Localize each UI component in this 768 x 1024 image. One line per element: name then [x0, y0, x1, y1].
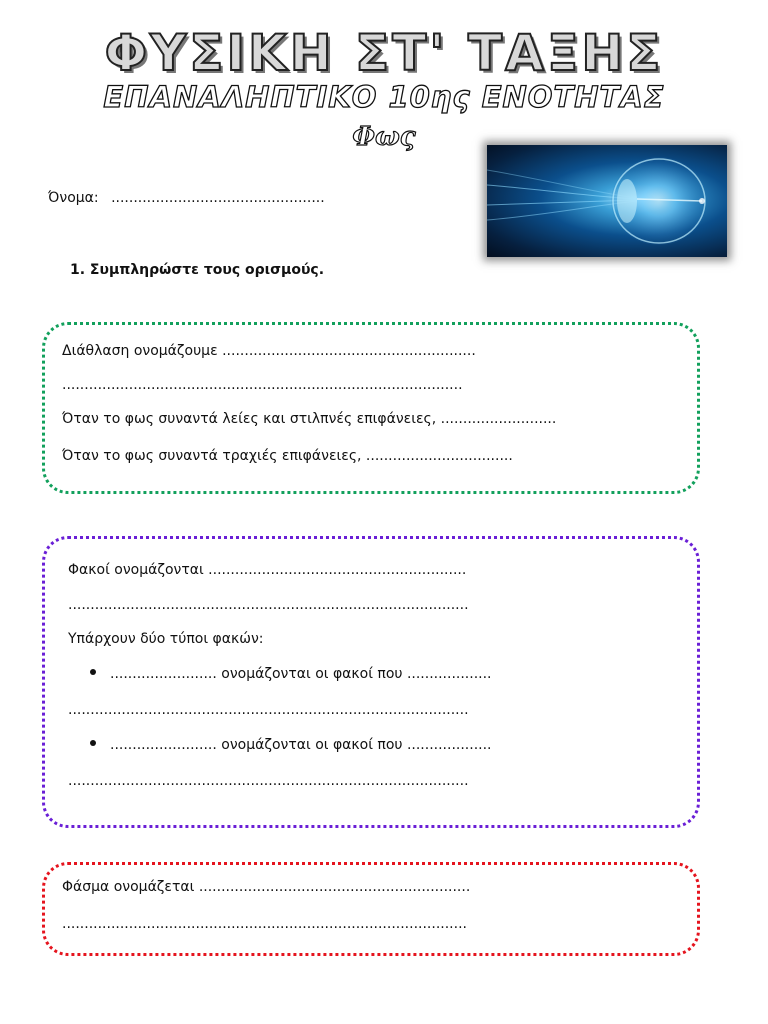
lens-type-2-text: ........................ ονομάζονται οι φακοί που ................... [110, 737, 492, 753]
lenses-blank-line[interactable]: .......................................................................................... [68, 597, 469, 613]
bullet-icon [90, 740, 96, 746]
name-field[interactable] [48, 190, 325, 206]
question-1-heading: 1. Συμπληρώστε τους ορισμούς. [70, 262, 325, 278]
lens-type-1-blank-line[interactable]: .......................................................................................... [68, 702, 469, 718]
refraction-definition-line[interactable]: Διάθλαση ονομάζουμε ......................................................... [62, 343, 476, 359]
name-blank: ................................................ [111, 190, 325, 206]
smooth-surface-line[interactable]: Όταν το φως συναντά λείες και στιλπνές επιφάνειες, .......................... [62, 411, 557, 427]
lens-type-2-blank-line[interactable]: .......................................................................................... [68, 773, 469, 789]
spectrum-definition-line[interactable]: Φάσμα ονομάζεται ............................................................. [62, 879, 471, 895]
page-topic: Φως [352, 122, 416, 152]
page-subtitle: ΕΠΑΝΑΛΗΠΤΙΚΟ 10ης ΕΝΟΤΗΤΑΣ [103, 80, 665, 114]
lens-types-label: Υπάρχουν δύο τύποι φακών: [68, 631, 264, 647]
lens-type-1-text: ........................ ονομάζονται οι φακοί που ................... [110, 666, 492, 682]
lenses-definition-line[interactable]: Φακοί ονομάζονται .......................................................... [68, 562, 467, 578]
refraction-blank-line[interactable]: .......................................................................................... [62, 377, 463, 393]
bullet-icon [90, 669, 96, 675]
eye-illustration-icon [487, 145, 727, 257]
spectrum-box [42, 862, 700, 956]
name-label: Όνομα: [48, 190, 99, 206]
rough-surface-line[interactable]: Όταν το φως συναντά τραχιές επιφάνειες, ................................. [62, 448, 513, 464]
page-title: ΦΥΣΙΚΗ ΣΤ' ΤΑΞΗΣ [104, 24, 664, 82]
spectrum-blank-line[interactable]: ........................................................................................... [62, 916, 467, 932]
lens-type-2-line[interactable] [90, 737, 492, 753]
lens-type-1-line[interactable] [90, 666, 492, 682]
